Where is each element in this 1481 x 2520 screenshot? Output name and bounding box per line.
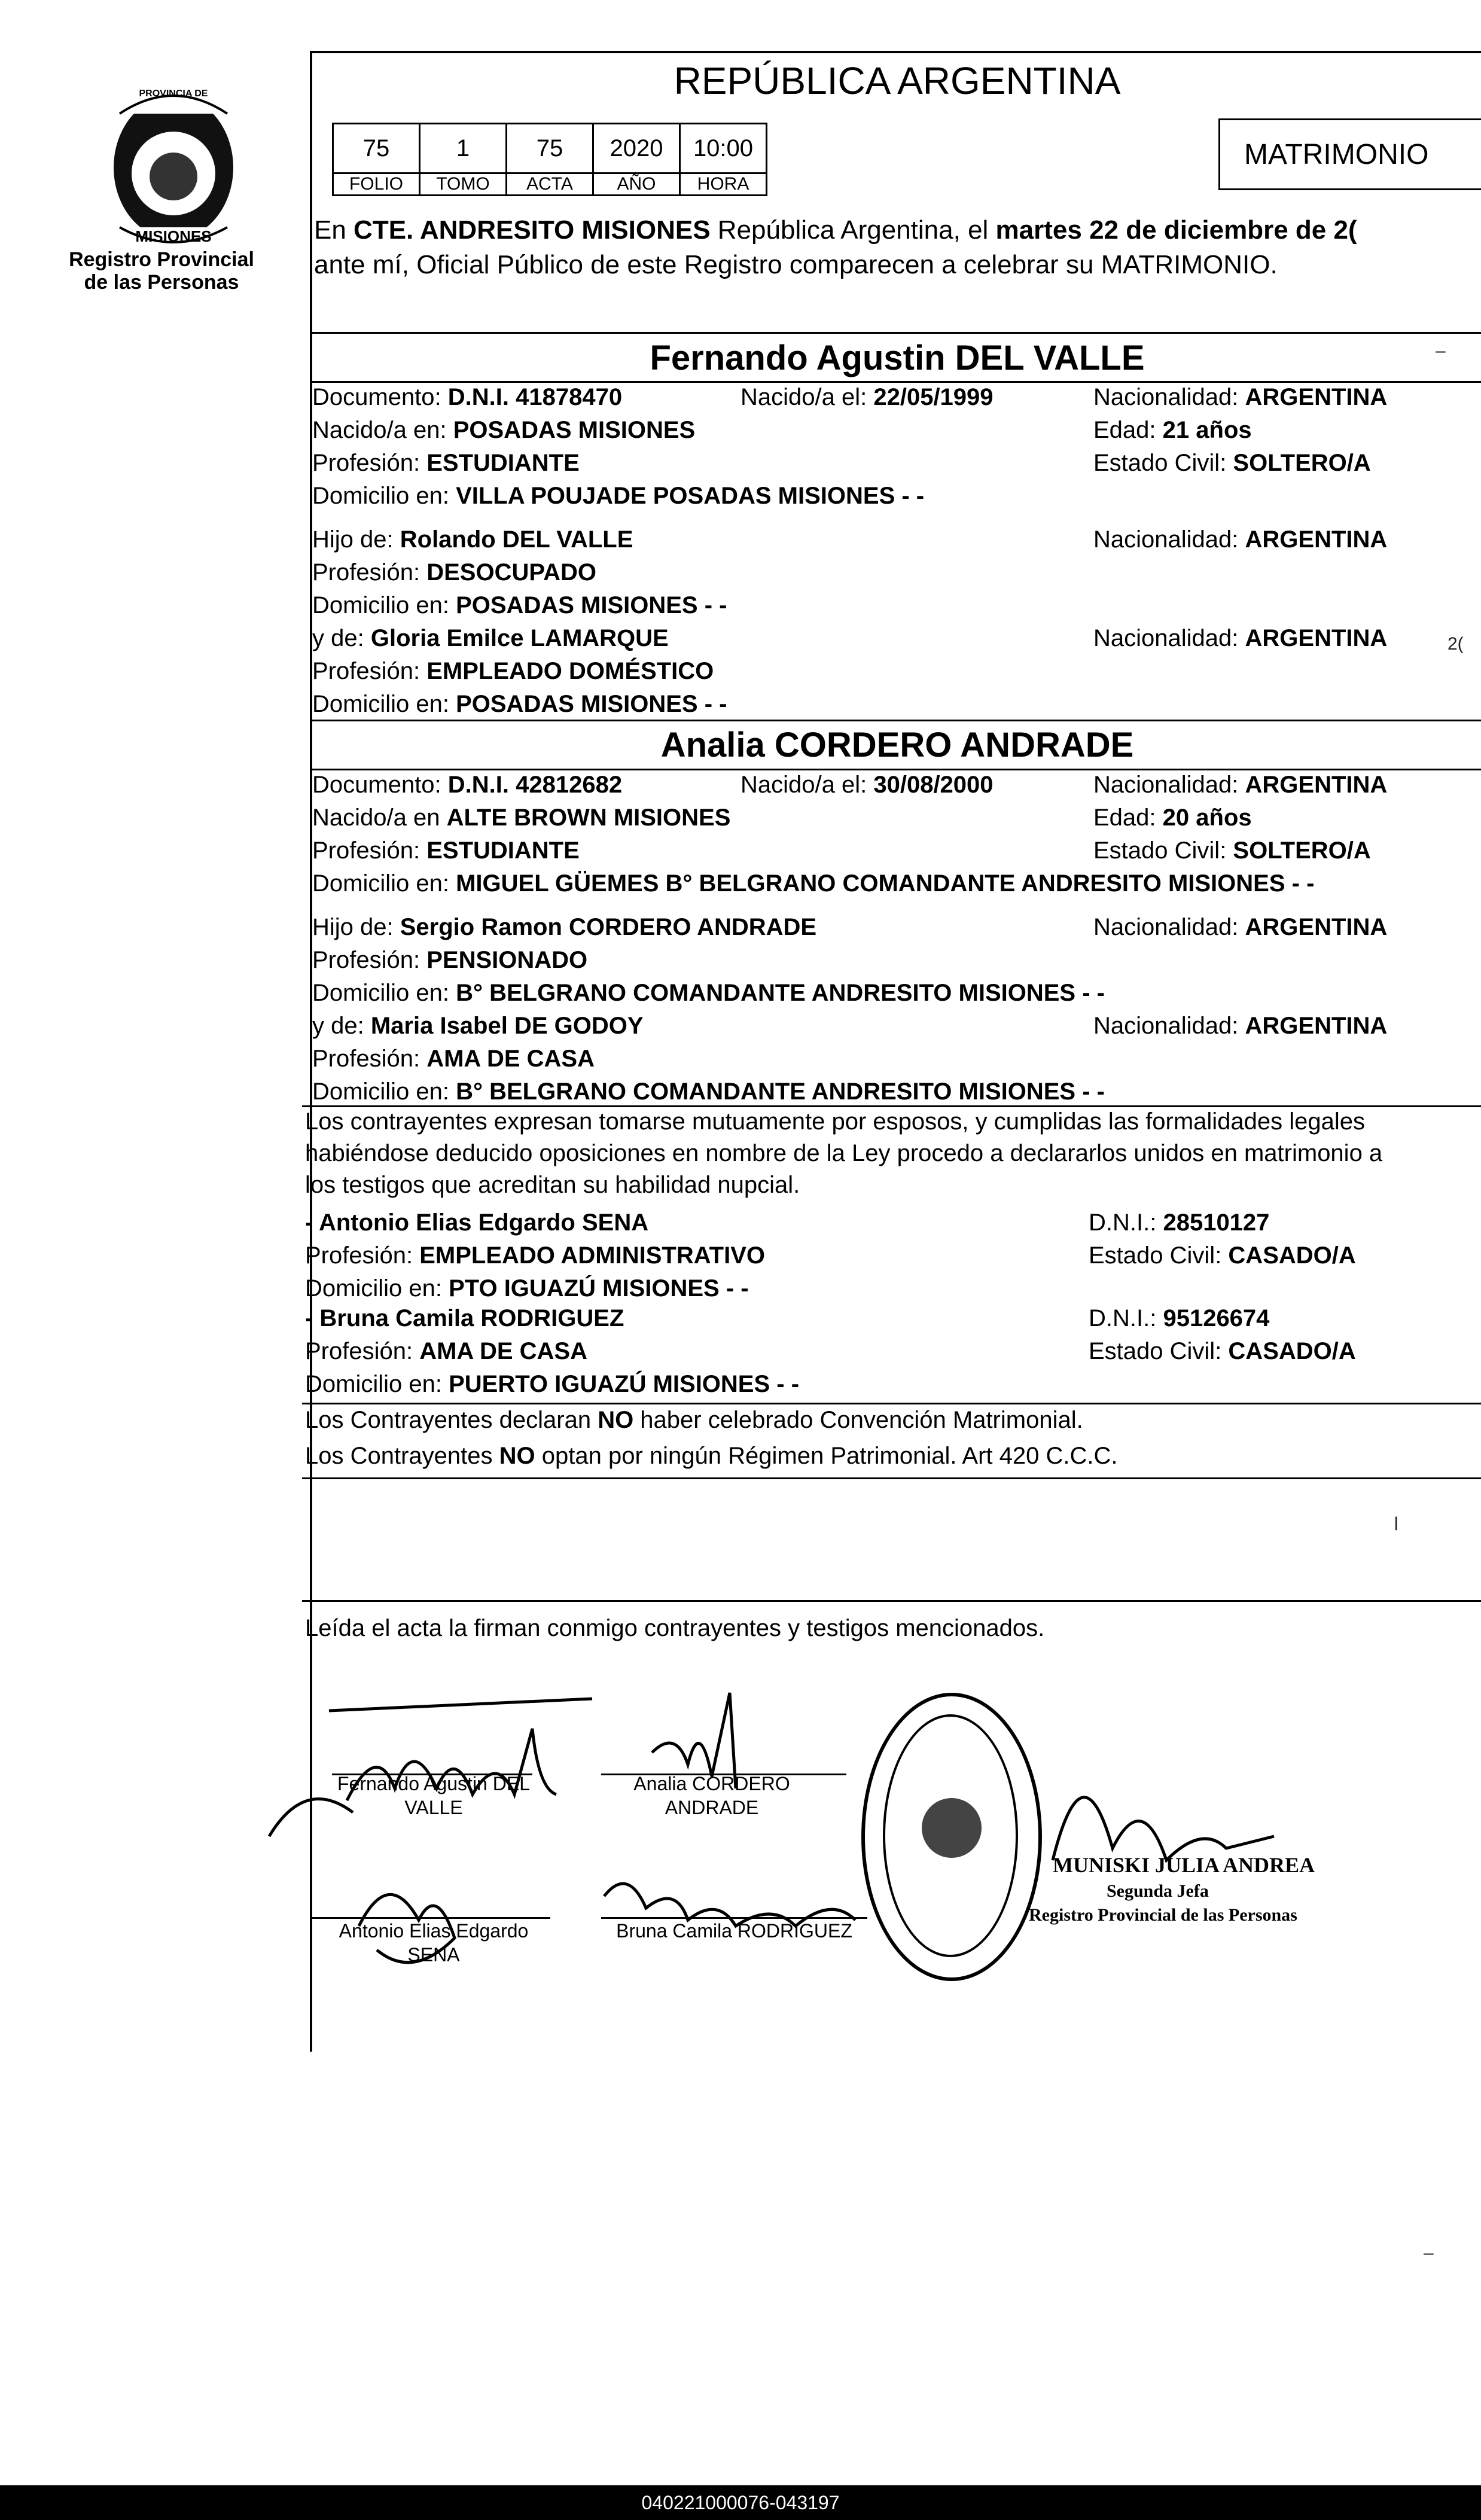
bride-father-name: Sergio Ramon CORDERO ANDRADE — [400, 914, 817, 940]
groom-signature-name: Fernando Agustin DEL VALLE — [337, 1773, 530, 1818]
label: Domicilio en: — [312, 592, 456, 618]
label: Profesión: — [312, 658, 427, 684]
label: D.N.I.: — [1089, 1305, 1163, 1331]
witness1-dom — [305, 1275, 749, 1302]
witness1-dni — [1089, 1209, 1269, 1236]
groom-doc — [312, 384, 622, 411]
tomo-value: 1 — [420, 124, 507, 173]
document-id-bar — [0, 2485, 1481, 2520]
bride-mother-nat — [1093, 1013, 1387, 1040]
witness1-prof — [305, 1242, 765, 1269]
bride-father-nationality: ARGENTINA — [1245, 914, 1388, 940]
witness2-address: PUERTO IGUAZÚ MISIONES - - — [449, 1371, 800, 1397]
bride-father-nat — [1093, 914, 1387, 941]
label: Profesión: — [305, 1242, 420, 1269]
label: Domicilio en: — [312, 980, 456, 1006]
label: Profesión: — [312, 450, 427, 476]
groom-nat — [1093, 384, 1387, 411]
groom-civil-status: SOLTERO/A — [1233, 450, 1371, 476]
label: Domicilio en: — [312, 691, 456, 717]
witness2-signature-name: Bruna Camila RODRIGUEZ — [616, 1920, 852, 1942]
edge-mark: – — [1424, 2243, 1434, 2263]
witness2-civil-status: CASADO/A — [1228, 1338, 1356, 1364]
label: Estado Civil: — [1089, 1242, 1229, 1269]
text: Los Contrayentes — [305, 1443, 499, 1469]
text: haber celebrado Convención Matrimonial. — [633, 1407, 1083, 1433]
witness2-dni — [1089, 1305, 1269, 1332]
declaration-line3: los testigos que acreditan su habilidad nupcial. — [305, 1172, 800, 1198]
groom-birthdate: 22/05/1999 — [873, 384, 994, 410]
page-title: REPÚBLICA ARGENTINA — [674, 59, 1121, 102]
witness1-dni-value: 28510127 — [1163, 1209, 1270, 1236]
groom-mother-nationality: ARGENTINA — [1245, 625, 1388, 651]
edge-mark: ꞁ — [1394, 1511, 1399, 1531]
tomo-label: TOMO — [420, 173, 507, 196]
official-signature — [1053, 1797, 1274, 1860]
seal-caption — [42, 248, 281, 294]
bride-dni: D.N.I. 42812682 — [447, 772, 623, 798]
label: Profesión: — [312, 947, 427, 973]
label: Edad: — [1093, 417, 1163, 443]
bride-nationality: ARGENTINA — [1245, 772, 1388, 798]
bride-civil — [1093, 837, 1371, 864]
bride-place — [312, 805, 730, 831]
groom-mother-address: POSADAS MISIONES - - — [456, 691, 727, 717]
intro-date: martes 22 de diciembre de 2( — [995, 215, 1357, 245]
label: Nacido/a el: — [740, 384, 874, 410]
edge-mark: – — [1436, 341, 1446, 361]
bride-age-value: 20 años — [1162, 805, 1252, 831]
witness2-prof — [305, 1338, 587, 1365]
divider — [302, 1105, 1481, 1107]
label: Estado Civil: — [1089, 1338, 1229, 1364]
intro-text: En — [314, 215, 354, 245]
anio-value: 2020 — [593, 124, 680, 173]
label: Estado Civil: — [1093, 450, 1233, 476]
groom-civil — [1093, 450, 1371, 477]
groom-father-nationality: ARGENTINA — [1245, 526, 1388, 553]
bride-father-address: B° BELGRANO COMANDANTE ANDRESITO MISIONES - - — [456, 980, 1105, 1006]
witness1-profession: EMPLEADO ADMINISTRATIVO — [419, 1242, 765, 1269]
groom-father-address: POSADAS MISIONES - - — [456, 592, 727, 618]
bride-mother — [312, 1013, 644, 1040]
groom-dni: D.N.I. 41878470 — [447, 384, 623, 410]
bride-mother-dom — [312, 1078, 1105, 1105]
bride-mother-profession: AMA DE CASA — [426, 1046, 595, 1072]
witness1-signature-name — [323, 1919, 544, 1967]
label: Nacionalidad: — [1093, 1013, 1245, 1039]
bride-prof — [312, 837, 580, 864]
witness2-civil — [1089, 1338, 1356, 1365]
label: y de: — [312, 625, 371, 651]
bride-mother-nationality: ARGENTINA — [1245, 1013, 1388, 1039]
groom-born — [740, 384, 994, 411]
witness1-name: - Antonio Elias Edgardo SENA — [305, 1209, 649, 1236]
stamp-emblem-icon — [922, 1798, 982, 1858]
edge-mark: 2( — [1448, 634, 1464, 654]
groom-age-value: 21 años — [1162, 417, 1252, 443]
groom-mother-dom — [312, 691, 727, 718]
groom-signature-stroke — [329, 1699, 592, 1711]
bride-father-profession: PENSIONADO — [426, 947, 588, 973]
witness1-address: PTO IGUAZÚ MISIONES - - — [449, 1275, 749, 1302]
label: D.N.I.: — [1089, 1209, 1163, 1236]
official-role: Segunda Jefa — [1107, 1881, 1209, 1901]
regime-no: NO — [499, 1443, 535, 1469]
label: Documento: — [312, 384, 448, 410]
label: Nacido/a en — [312, 805, 447, 831]
divider — [302, 1600, 1481, 1602]
folio-value: 75 — [333, 124, 420, 173]
bride-father-dom — [312, 980, 1105, 1007]
folio-label: FOLIO — [333, 173, 420, 196]
label: Nacionalidad: — [1093, 384, 1245, 410]
divider — [311, 381, 1481, 383]
divider — [302, 1403, 1481, 1404]
bride-nat — [1093, 772, 1387, 799]
document-id: 040221000076-043197 — [641, 2491, 840, 2513]
groom-nationality: ARGENTINA — [1245, 384, 1388, 410]
declaration-line1: Los contrayentes expresan tomarse mutuamente por esposos, y cumplidas las formalidades legales — [305, 1108, 1366, 1135]
groom-dom — [312, 483, 924, 510]
label: Profesión: — [312, 837, 427, 864]
label: Profesión: — [312, 1046, 427, 1072]
groom-age — [1093, 417, 1252, 444]
witness1-signature-name-l1: Antonio Elias Edgardo — [339, 1920, 529, 1942]
bride-profession: ESTUDIANTE — [426, 837, 580, 864]
intro-line1 — [314, 215, 1357, 245]
provincial-seal — [96, 78, 251, 257]
bride-mother-address: B° BELGRANO COMANDANTE ANDRESITO MISIONES - - — [456, 1078, 1105, 1105]
divider — [311, 720, 1481, 721]
hora-value: 10:00 — [680, 124, 767, 173]
bride-doc — [312, 772, 622, 799]
bride-father-prof — [312, 947, 587, 974]
bride-mother-prof — [312, 1046, 595, 1072]
intro-line2: ante mí, Oficial Público de este Registro comparecen a celebrar su MATRIMONIO. — [314, 250, 1278, 279]
groom-father — [312, 526, 633, 553]
intro-place: CTE. ANDRESITO MISIONES — [354, 215, 711, 245]
bride-address: MIGUEL GÜEMES B° BELGRANO COMANDANTE ANDRESITO MISIONES - - — [456, 870, 1315, 897]
bride-father — [312, 914, 816, 941]
groom-father-name: Rolando DEL VALLE — [400, 526, 633, 553]
bride-signature-name-l1: Analia CORDERO — [633, 1773, 790, 1794]
groom-mother-name: Gloria Emilce LAMARQUE — [370, 625, 669, 651]
witness1-civil — [1089, 1242, 1356, 1269]
seal-bottom-text: MISIONES — [135, 227, 212, 245]
divider — [311, 769, 1481, 770]
witness1-civil-status: CASADO/A — [1228, 1242, 1356, 1269]
hora-label: HORA — [680, 173, 767, 196]
seal-caption-line2: de las Personas — [84, 271, 239, 294]
seal-caption-line1: Registro Provincial — [69, 248, 254, 271]
frame-top — [311, 51, 1481, 53]
convention-no: NO — [598, 1407, 634, 1433]
official-stamp — [861, 1693, 1042, 1981]
label: Documento: — [312, 772, 448, 798]
closing-text: Leída el acta la firman conmigo contrayentes y testigos mencionados. — [305, 1615, 1045, 1641]
convention-line1 — [305, 1407, 1083, 1434]
groom-prof — [312, 450, 580, 477]
bride-born — [740, 772, 994, 799]
acta-label: ACTA — [507, 173, 593, 196]
groom-place — [312, 417, 695, 444]
bride-signature-name — [622, 1772, 802, 1820]
groom-name: Fernando Agustin DEL VALLE — [650, 339, 1145, 377]
official-name: MUNISKI JULIA ANDREA — [1053, 1853, 1315, 1877]
groom-father-prof — [312, 559, 596, 586]
label: Domicilio en: — [305, 1275, 449, 1302]
bride-mother-name: Maria Isabel DE GODOY — [370, 1013, 644, 1039]
bride-civil-status: SOLTERO/A — [1233, 837, 1371, 864]
groom-profession: ESTUDIANTE — [426, 450, 580, 476]
convention-line2 — [305, 1443, 1118, 1470]
groom-address: VILLA POUJADE POSADAS MISIONES - - — [456, 483, 925, 509]
witness2-profession: AMA DE CASA — [419, 1338, 587, 1364]
groom-birthplace: POSADAS MISIONES — [453, 417, 696, 443]
groom-father-dom — [312, 592, 727, 619]
label: Hijo de: — [312, 914, 400, 940]
witness2-name: - Bruna Camila RODRIGUEZ — [305, 1305, 624, 1331]
groom-mother — [312, 625, 669, 652]
bride-birthplace: ALTE BROWN MISIONES — [446, 805, 731, 831]
label: Nacido/a el: — [740, 772, 874, 798]
label: Nacido/a en: — [312, 417, 453, 443]
witness1-signature-name-l2: SENA — [407, 1944, 460, 1966]
label: Profesión: — [305, 1338, 420, 1364]
bride-dom — [312, 870, 1314, 897]
divider — [302, 1477, 1481, 1479]
label: Nacionalidad: — [1093, 914, 1245, 940]
bride-birthdate: 30/08/2000 — [873, 772, 994, 798]
label: Estado Civil: — [1093, 837, 1233, 864]
label: Nacionalidad: — [1093, 772, 1245, 798]
label: Domicilio en: — [312, 483, 456, 509]
bride-name: Analia CORDERO ANDRADE — [660, 726, 1134, 764]
declaration-line2: habiéndose deducido oposiciones en nombre de la Ley procedo a declararlos unidos en matrimonio a — [305, 1140, 1383, 1166]
text: optan por ningún Régimen Patrimonial. Art 420 C.C.C. — [535, 1443, 1118, 1469]
witness2-dom — [305, 1371, 799, 1398]
seal-top-text: PROVINCIA DE — [139, 89, 208, 99]
witness2-dni-value: 95126674 — [1163, 1305, 1270, 1331]
label: Edad: — [1093, 805, 1163, 831]
acta-value: 75 — [507, 124, 593, 173]
label: Nacionalidad: — [1093, 526, 1245, 553]
record-type-box — [1218, 118, 1481, 190]
divider — [311, 332, 1481, 334]
label: y de: — [312, 1013, 371, 1039]
folio-table — [332, 123, 767, 196]
label: Domicilio en: — [312, 870, 456, 897]
groom-mother-profession: EMPLEADO DOMÉSTICO — [426, 658, 714, 684]
groom-father-nat — [1093, 526, 1387, 553]
anio-label: AÑO — [593, 173, 680, 196]
label: Profesión: — [312, 559, 427, 586]
label: Hijo de: — [312, 526, 400, 553]
intro-text: República Argentina, el — [710, 215, 996, 245]
record-type: MATRIMONIO — [1244, 138, 1429, 170]
groom-father-profession: DESOCUPADO — [426, 559, 596, 586]
text: Los Contrayentes declaran — [305, 1407, 598, 1433]
groom-mother-nat — [1093, 625, 1387, 652]
groom-mother-prof — [312, 658, 714, 685]
bride-signature-name-l2: ANDRADE — [665, 1797, 759, 1818]
label: Nacionalidad: — [1093, 625, 1245, 651]
label: Domicilio en: — [305, 1371, 449, 1397]
official-office: Registro Provincial de las Personas — [1029, 1905, 1297, 1925]
label: Domicilio en: — [312, 1078, 456, 1105]
bride-age — [1093, 805, 1252, 831]
